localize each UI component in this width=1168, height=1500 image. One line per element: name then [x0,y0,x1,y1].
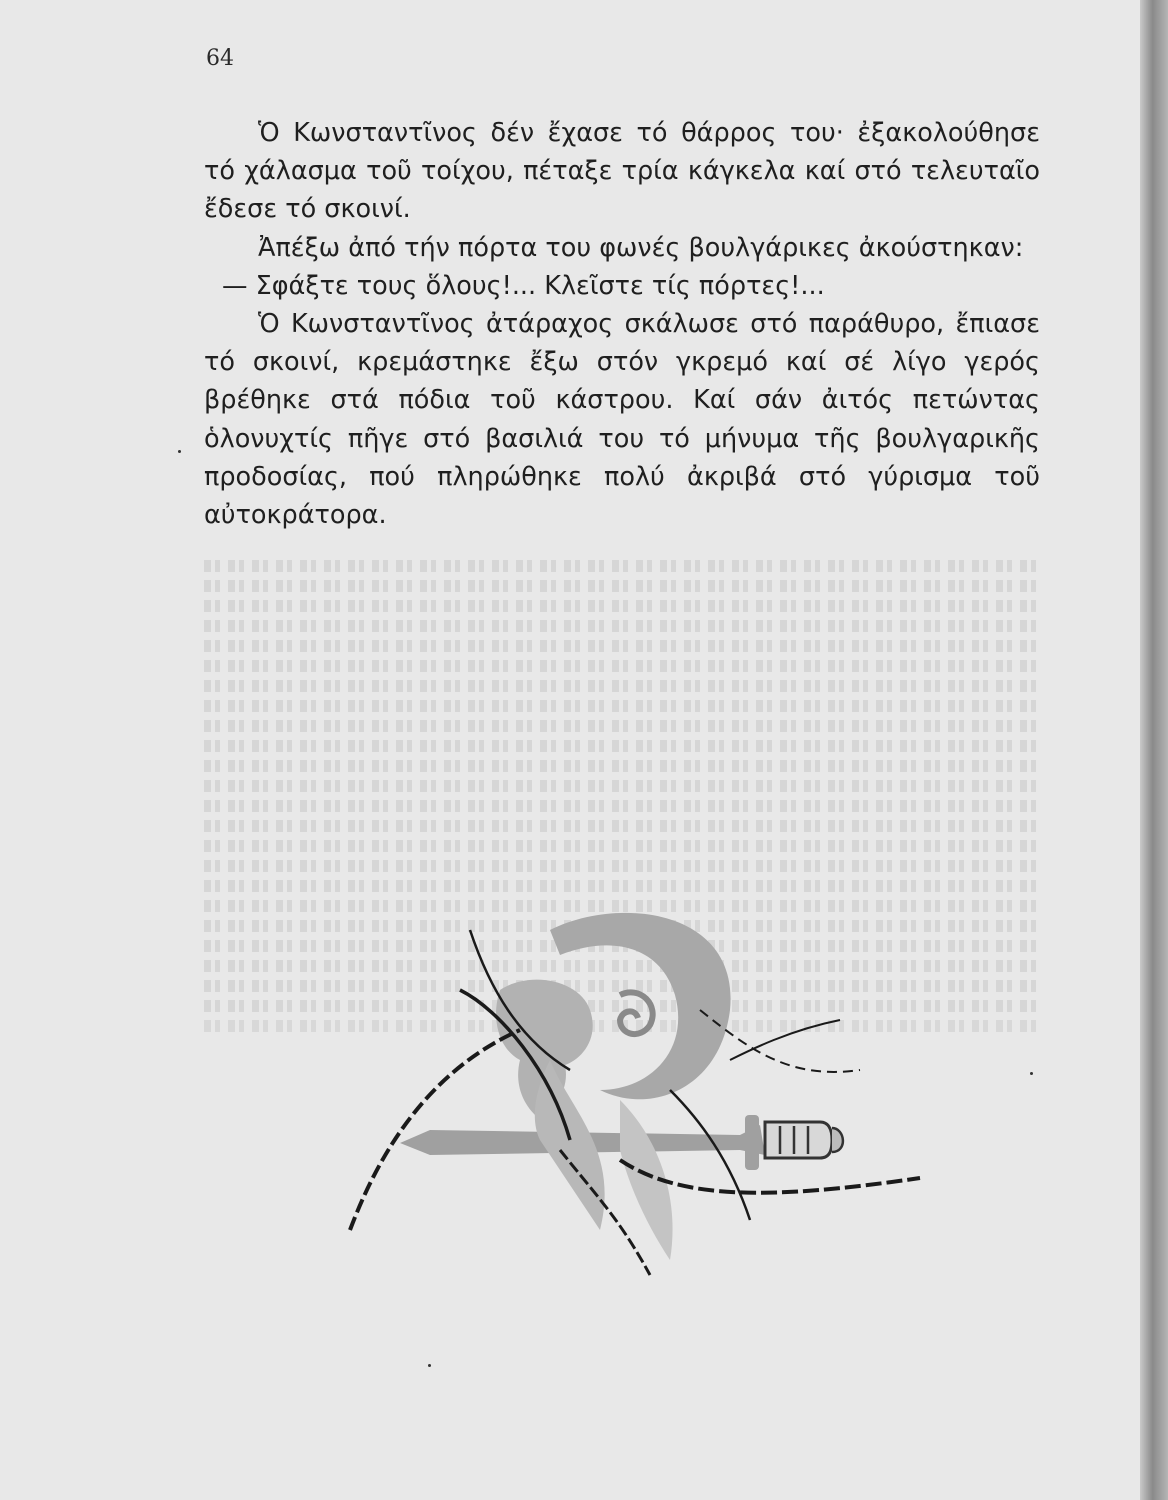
paragraph: Ἀπέξω ἀπό τήν πόρτα του φωνές βουλγάρικες ἀκούστηκαν: [258,232,1024,263]
page-number: 64 [206,46,234,71]
page-edge-shadow [1140,0,1168,1500]
body-text [204,114,1040,534]
paragraph: Ὁ Κωνσταντῖνος δέν ἔχασε τό θάρρος του· ἐξακολούθησε τό χάλασμα τοῦ τοίχου, πέταξε τρία κάγκελα καί στό τελευταῖο ἔδεσε τό σκοινί. [204,118,1040,225]
ink-speck [1030,1072,1033,1075]
helmet-sword-feathers-icon [320,900,1040,1280]
ink-speck [178,450,181,453]
paragraph: Ὁ Κωνσταντῖνος ἀτάραχος σκάλωσε στό παράθυρο, ἔπιασε τό σκοινί, κρεμάστηκε ἔξω στόν γκρεμό καί σέ λίγο γερός βρέθηκε στά πόδια τοῦ κάστρου. Καί σάν ἀιτός πετώντας ὁλονυχτίς πῆγε στό βασιλιά του τό μήνυμα τῆς βουλγαρικῆς προδοσίας, πού πληρώθηκε πολύ ἀκριβά στό γύρισμα τοῦ αὐτοκράτορα. [204,309,1040,531]
dialogue-line: — Σφάξτε τους ὅλους!... Κλεῖστε τίς πόρτες!... [222,270,825,301]
ink-speck [428,1364,431,1367]
